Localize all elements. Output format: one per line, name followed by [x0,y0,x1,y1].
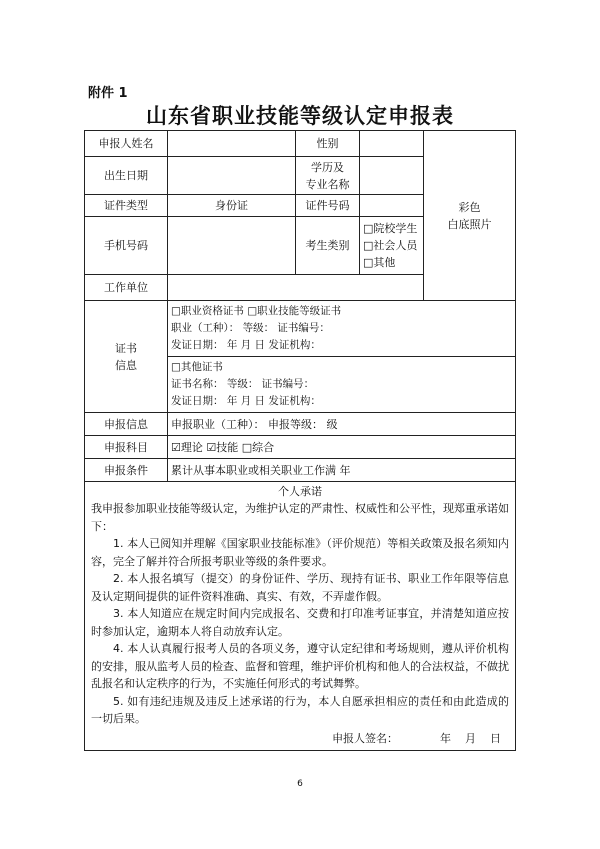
gender-label: 性别 [296,131,360,157]
attachment-label: 附件 1 [88,86,128,101]
subjects-label: 申报科目 [85,436,168,459]
conditions-label: 申报条件 [85,459,168,482]
id-number-label: 证件号码 [296,195,360,217]
subjects-value[interactable]: ☑理论 ☑技能 □综合 [168,436,516,459]
birth-date-label: 出生日期 [85,157,168,195]
certificate-info-label [85,301,168,413]
id-number-field[interactable] [360,195,424,217]
gender-field[interactable] [360,131,424,157]
pledge-intro: 我申报参加职业技能等级认定，为维护认定的严肃性、权威性和公平性，现郑重承诺如下： [91,502,509,533]
phone-field[interactable] [168,217,296,275]
photo-box[interactable] [424,131,516,301]
work-unit-label: 工作单位 [85,275,168,301]
photo-label-line1: 彩色 [458,200,481,214]
conditions-value[interactable]: 累计从事本职业或相关职业工作满 年 [168,459,516,482]
pledge-item-2: 2. 本人报名填写（提交）的身份证件、学历、现持有证书、职业工作年限等信息及认定期间提供的证件资料准确、真实、有效，不弄虚作假。 [91,572,509,603]
education-label [296,157,360,195]
pledge-item-3: 3. 本人知道应在规定时间内完成报名、交费和打印准考证事宜，并清楚知道应按时参加认定，逾期本人将自动放弃认定。 [91,607,509,638]
form-title: 山东省职业技能等级认定申报表 [146,103,454,128]
candidate-type-label: 考生类别 [296,217,360,275]
certificate-1-line3: 发证日期： 年 月 日 发证机构： [171,339,321,351]
pledge-item-1: 1. 本人已阅知并理解《国家职业技能标准》（评价规范）等相关政策及报名须知内容，完全了解并符合所报考职业等级的条件要求。 [91,537,509,568]
certificate-label-line1: 证书 [115,341,137,355]
applicant-signature-line[interactable]: 申报人签名： 年 月 日 [332,731,501,745]
certificate-2-line2: 证书名称： 等级： 证书编号： [171,378,315,390]
candidate-option-public[interactable]: □社会人员 [363,239,418,252]
phone-label: 手机号码 [85,217,168,275]
id-type-label: 证件类型 [85,195,168,217]
pledge-item-4: 4. 本人认真履行报考人员的各项义务，遵守认定纪律和考场规则，遵从评价机构的安排，服从监考人员的检查、监督和管理，维护评价机构和他人的合法权益，不做扰乱报名和认定秩序的行为，不实施任何形式的考试舞弊。 [91,642,509,690]
education-label-line1: 学历及 [311,160,344,174]
personal-pledge-section [85,482,516,751]
candidate-option-student[interactable]: □院校学生 [363,222,418,235]
certificate-1-line1: □职业资格证书 □职业技能等级证书 [171,305,342,317]
applicant-name-label: 申报人姓名 [85,131,168,157]
declare-info-label: 申报信息 [85,413,168,436]
certificate-label-line2: 信息 [115,358,137,372]
certificate-1-line2: 职业（工种）： 等级： 证书编号： [171,322,330,334]
application-form-table [84,130,516,751]
candidate-option-other[interactable]: □其他 [363,256,396,269]
pledge-title: 个人承诺 [278,485,322,498]
pledge-item-5: 5. 如有违纪违规及违反上述承诺的行为，本人自愿承担相应的责任和由此造成的一切后果。 [91,694,509,725]
work-unit-field[interactable] [168,275,424,301]
education-field[interactable] [360,157,424,195]
certificate-block-2[interactable] [168,357,516,413]
birth-date-field[interactable] [168,157,296,195]
applicant-name-field[interactable] [168,131,296,157]
certificate-2-line3: 发证日期： 年 月 日 发证机构： [171,395,321,407]
photo-label-line2: 白底照片 [447,217,492,231]
education-label-line2: 专业名称 [305,177,350,191]
candidate-type-options [360,217,424,275]
page-number: 6 [297,779,303,789]
certificate-2-line1: □其他证书 [171,361,223,373]
id-type-value: 身份证 [168,195,296,217]
certificate-block-1[interactable] [168,301,516,357]
declare-info-value[interactable]: 申报职业（工种）： 申报等级： 级 [168,413,516,436]
